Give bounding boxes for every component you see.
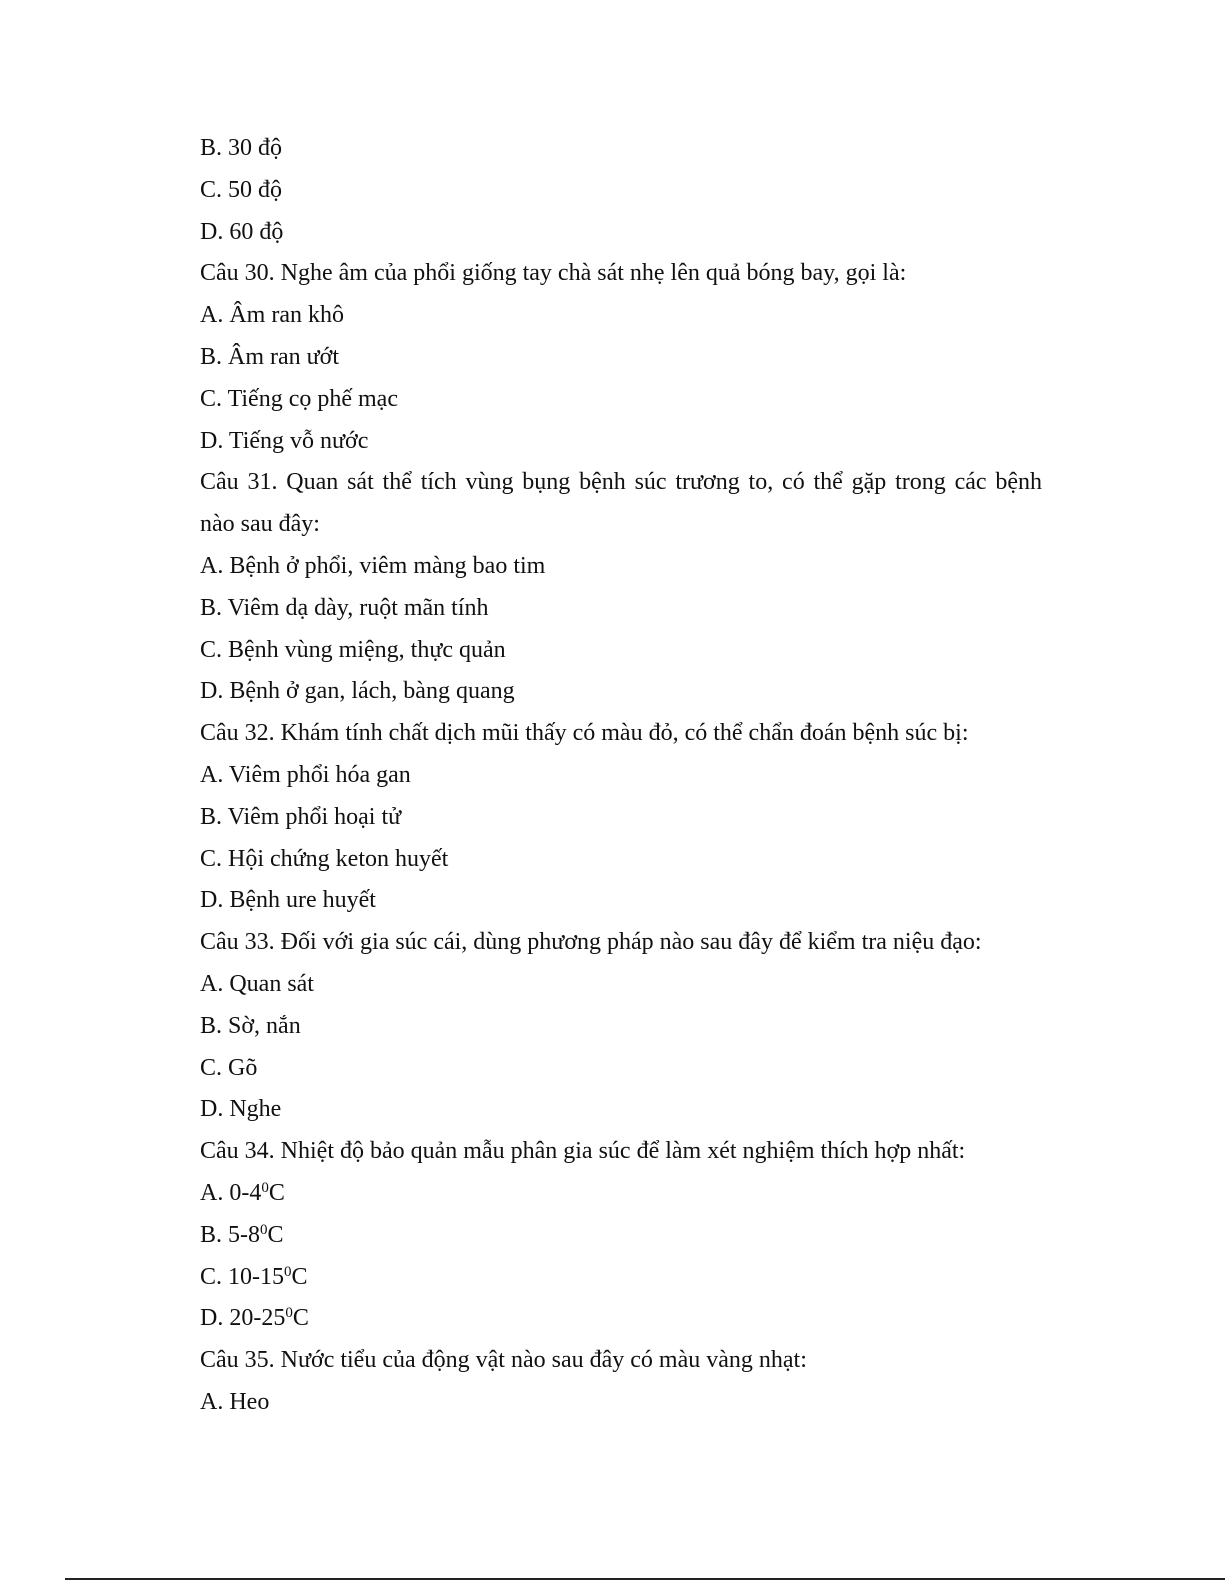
degree-superscript: 0 [260, 1221, 268, 1238]
q34-option-b-label: B. 5-8 [200, 1221, 260, 1248]
question-35: Câu 35. Nước tiểu của động vật nào sau đây có màu vàng nhạt: [200, 1347, 807, 1374]
q34-option-a-label: A. 0-4 [200, 1179, 262, 1206]
q32-option-b: B. Viêm phổi hoại tử [200, 803, 402, 830]
q32-option-c: C. Hội chứng keton huyết [200, 845, 449, 872]
q34-option-b [200, 1215, 1042, 1257]
q32-option-a: A. Viêm phổi hóa gan [200, 761, 411, 788]
q34-option-a [200, 1173, 1042, 1215]
unit-label: C [268, 1179, 285, 1206]
q31-option-a: A. Bệnh ở phổi, viêm màng bao tim [200, 552, 546, 579]
option-d-60: D. 60 độ [200, 218, 284, 245]
option-b-30: B. 30 độ [200, 135, 283, 161]
question-33: Câu 33. Đối với gia súc cái, dùng phương pháp nào sau đây để kiểm tra niệu đạo: [200, 929, 982, 956]
question-30: Câu 30. Nghe âm của phổi giống tay chà sát nhẹ lên quả bóng bay, gọi là: [200, 260, 907, 287]
question-31-line-1: Câu 31. Quan sát thể tích vùng bụng bệnh súc trương to, có thể gặp trong các bệnh [200, 469, 1042, 496]
q33-option-c: C. Gõ [200, 1054, 258, 1081]
q33-option-b: B. Sờ, nắn [200, 1012, 301, 1039]
unit-label: C [292, 1305, 309, 1332]
q30-option-d: D. Tiếng vỗ nước [200, 427, 369, 454]
question-31-line-2: nào sau đây: [200, 511, 320, 538]
q35-option-a: A. Heo [200, 1388, 270, 1415]
q30-option-a: A. Âm ran khô [200, 302, 344, 329]
question-32: Câu 32. Khám tính chất dịch mũi thấy có màu đỏ, có thể chẩn đoán bệnh súc bị: [200, 720, 969, 747]
degree-superscript: 0 [261, 1179, 269, 1196]
q34-option-c [200, 1257, 1042, 1299]
q34-option-d [200, 1298, 1042, 1340]
unit-label: C [267, 1221, 284, 1248]
option-c-50: C. 50 độ [200, 176, 283, 203]
q32-option-d: D. Bệnh ure huyết [200, 887, 376, 914]
q31-option-b: B. Viêm dạ dày, ruột mãn tính [200, 594, 489, 621]
page-content [200, 128, 1042, 1424]
question-34: Câu 34. Nhiệt độ bảo quản mẫu phân gia súc để làm xét nghiệm thích hợp nhất: [200, 1138, 966, 1165]
q31-option-d: D. Bệnh ở gan, lách, bàng quang [200, 678, 515, 705]
bottom-divider [65, 1578, 1225, 1580]
q34-option-d-label: D. 20-25 [200, 1305, 286, 1332]
degree-superscript: 0 [285, 1305, 293, 1322]
q30-option-c: C. Tiếng cọ phế mạc [200, 385, 398, 412]
q33-option-d: D. Nghe [200, 1096, 282, 1123]
q31-option-c: C. Bệnh vùng miệng, thực quản [200, 636, 506, 663]
unit-label: C [291, 1263, 308, 1290]
q30-option-b: B. Âm ran ướt [200, 343, 340, 370]
q34-option-c-label: C. 10-15 [200, 1263, 284, 1290]
q33-option-a: A. Quan sát [200, 970, 314, 997]
degree-superscript: 0 [284, 1263, 292, 1280]
